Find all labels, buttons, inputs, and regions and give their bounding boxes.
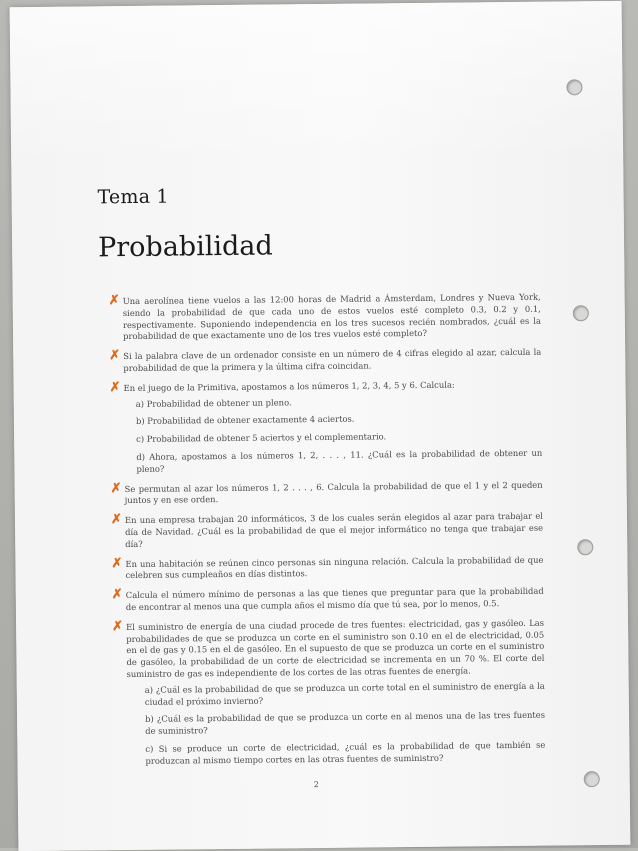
exercise-item: [110, 510, 544, 551]
checkmark-icon: ✗: [111, 587, 123, 603]
sub-question: a) Probabilidad de obtener un pleno.: [135, 396, 292, 409]
paper-highlight: [10, 1, 624, 167]
paper-sheet: [10, 1, 631, 851]
binder-hole: [573, 305, 589, 321]
sub-question: b) ¿Cuál es la probabilidad de que se produzca un corte en al menos una de las tres fuentes de suministro?: [145, 709, 546, 736]
exercise-text: En una empresa trabajan 20 informáticos, 3 de los cuales serán elegidos al azar para trabajar el día de Navidad. ¿Cuál es la probabilidad de que el mejor informático no tenga que trabajar ese día?: [124, 510, 544, 549]
checkmark-icon: ✗: [110, 480, 122, 496]
checkmark-icon: ✗: [110, 512, 122, 528]
exercise-text: Calcula el número mínimo de personas a las que tienes que preguntar para que la probabilidad de encontrar al menos una que cumpla años el mismo día que tú sea, por lo menos, 0.5.: [125, 585, 544, 612]
sub-question-list: [136, 394, 543, 475]
exercise-text: En una habitación se reúnen cinco personas sin ninguna relación. Calcula la probabilidad de que celebren sus cumpleaños en días distintos.: [125, 554, 544, 581]
sub-question: c) Probabilidad de obtener 5 aciertos y el complementario.: [136, 431, 387, 445]
exercise-text: El suministro de energía de una ciudad procede de tres fuentes: electricidad, gas y gasóleo. Las probabilidades de que se produzca un corte en el suministro son 0.10 en el de electricidad, 0.05 en el de gas y 0.15 en el de gasóleo. En el supuesto de que se produzca un corte en el suministro de gasóleo, la probabilidad de un corte de electricidad se incrementa en un 70 %. El corte del suministro de gas es independiente de los cortes de las otras fuentes de energía.: [126, 617, 545, 679]
checkmark-icon: ✗: [108, 293, 120, 309]
exercise-item: [109, 346, 542, 375]
sub-question: b) Probabilidad de obtener exactamente 4 aciertos.: [135, 414, 355, 427]
page-title: Probabilidad: [97, 230, 273, 264]
binder-hole: [584, 771, 600, 787]
exercise-item: [108, 291, 541, 344]
checkmark-icon: ✗: [112, 618, 124, 634]
exercise-text: Una aerolínea tiene vuelos a las 12:00 horas de Madrid a Ámsterdam, Londres y Nueva York, siendo la probabilidad de que cada uno de estos vuelos esté completo 0.3, 0.2 y 0.1, respectivamente. Suponiendo independencia en los tres sucesos recién nombrados, ¿cuál es la probabilidad de que exactamente uno de los tres vuelos esté completo?: [122, 291, 541, 342]
exercise-item: [112, 617, 546, 767]
checkmark-icon: ✗: [109, 379, 121, 395]
exercise-text: Si la palabra clave de un ordenador consiste en un número de 4 cifras elegido al azar, calcula la probabilidad de que la primera y la última cifra coincidan.: [123, 346, 542, 374]
binder-hole: [566, 79, 582, 95]
sub-question-list: [145, 680, 546, 767]
sub-question: d) Ahora, apostamos a los números 1, 2, . . . , 11. ¿Cuál es la probabilidad de obtener un pleno?: [136, 447, 543, 474]
exercise-item: [111, 585, 544, 614]
exercise-list: [108, 291, 546, 776]
sub-question: c) Si se produce un corte de electricidad, ¿cuál es la probabilidad de que también se produzcan al mismo tiempo cortes en las otras fuentes de suministro?: [145, 739, 546, 766]
exercise-item: [111, 554, 544, 582]
exercise-item: [109, 378, 543, 475]
checkmark-icon: ✗: [111, 555, 123, 571]
chapter-heading: Tema 1: [97, 185, 169, 209]
binder-hole: [577, 539, 593, 555]
exercise-text: En el juego de la Primitiva, apostamos a los números 1, 2, 3, 4, 5 y 6. Calcula:: [123, 379, 455, 393]
checkmark-icon: ✗: [109, 348, 121, 364]
exercise-text: Se permutan al azar los números 1, 2 . . . , 6. Calcula la probabilidad de que el 1 y el 2 queden juntos y en ese orden.: [124, 479, 543, 506]
page-number: 2: [313, 780, 319, 790]
exercise-item: [110, 479, 543, 507]
sub-question: a) ¿Cuál es la probabilidad de que se produzca un corte total en el suministro de energía a la ciudad el próximo invierno?: [144, 680, 545, 707]
